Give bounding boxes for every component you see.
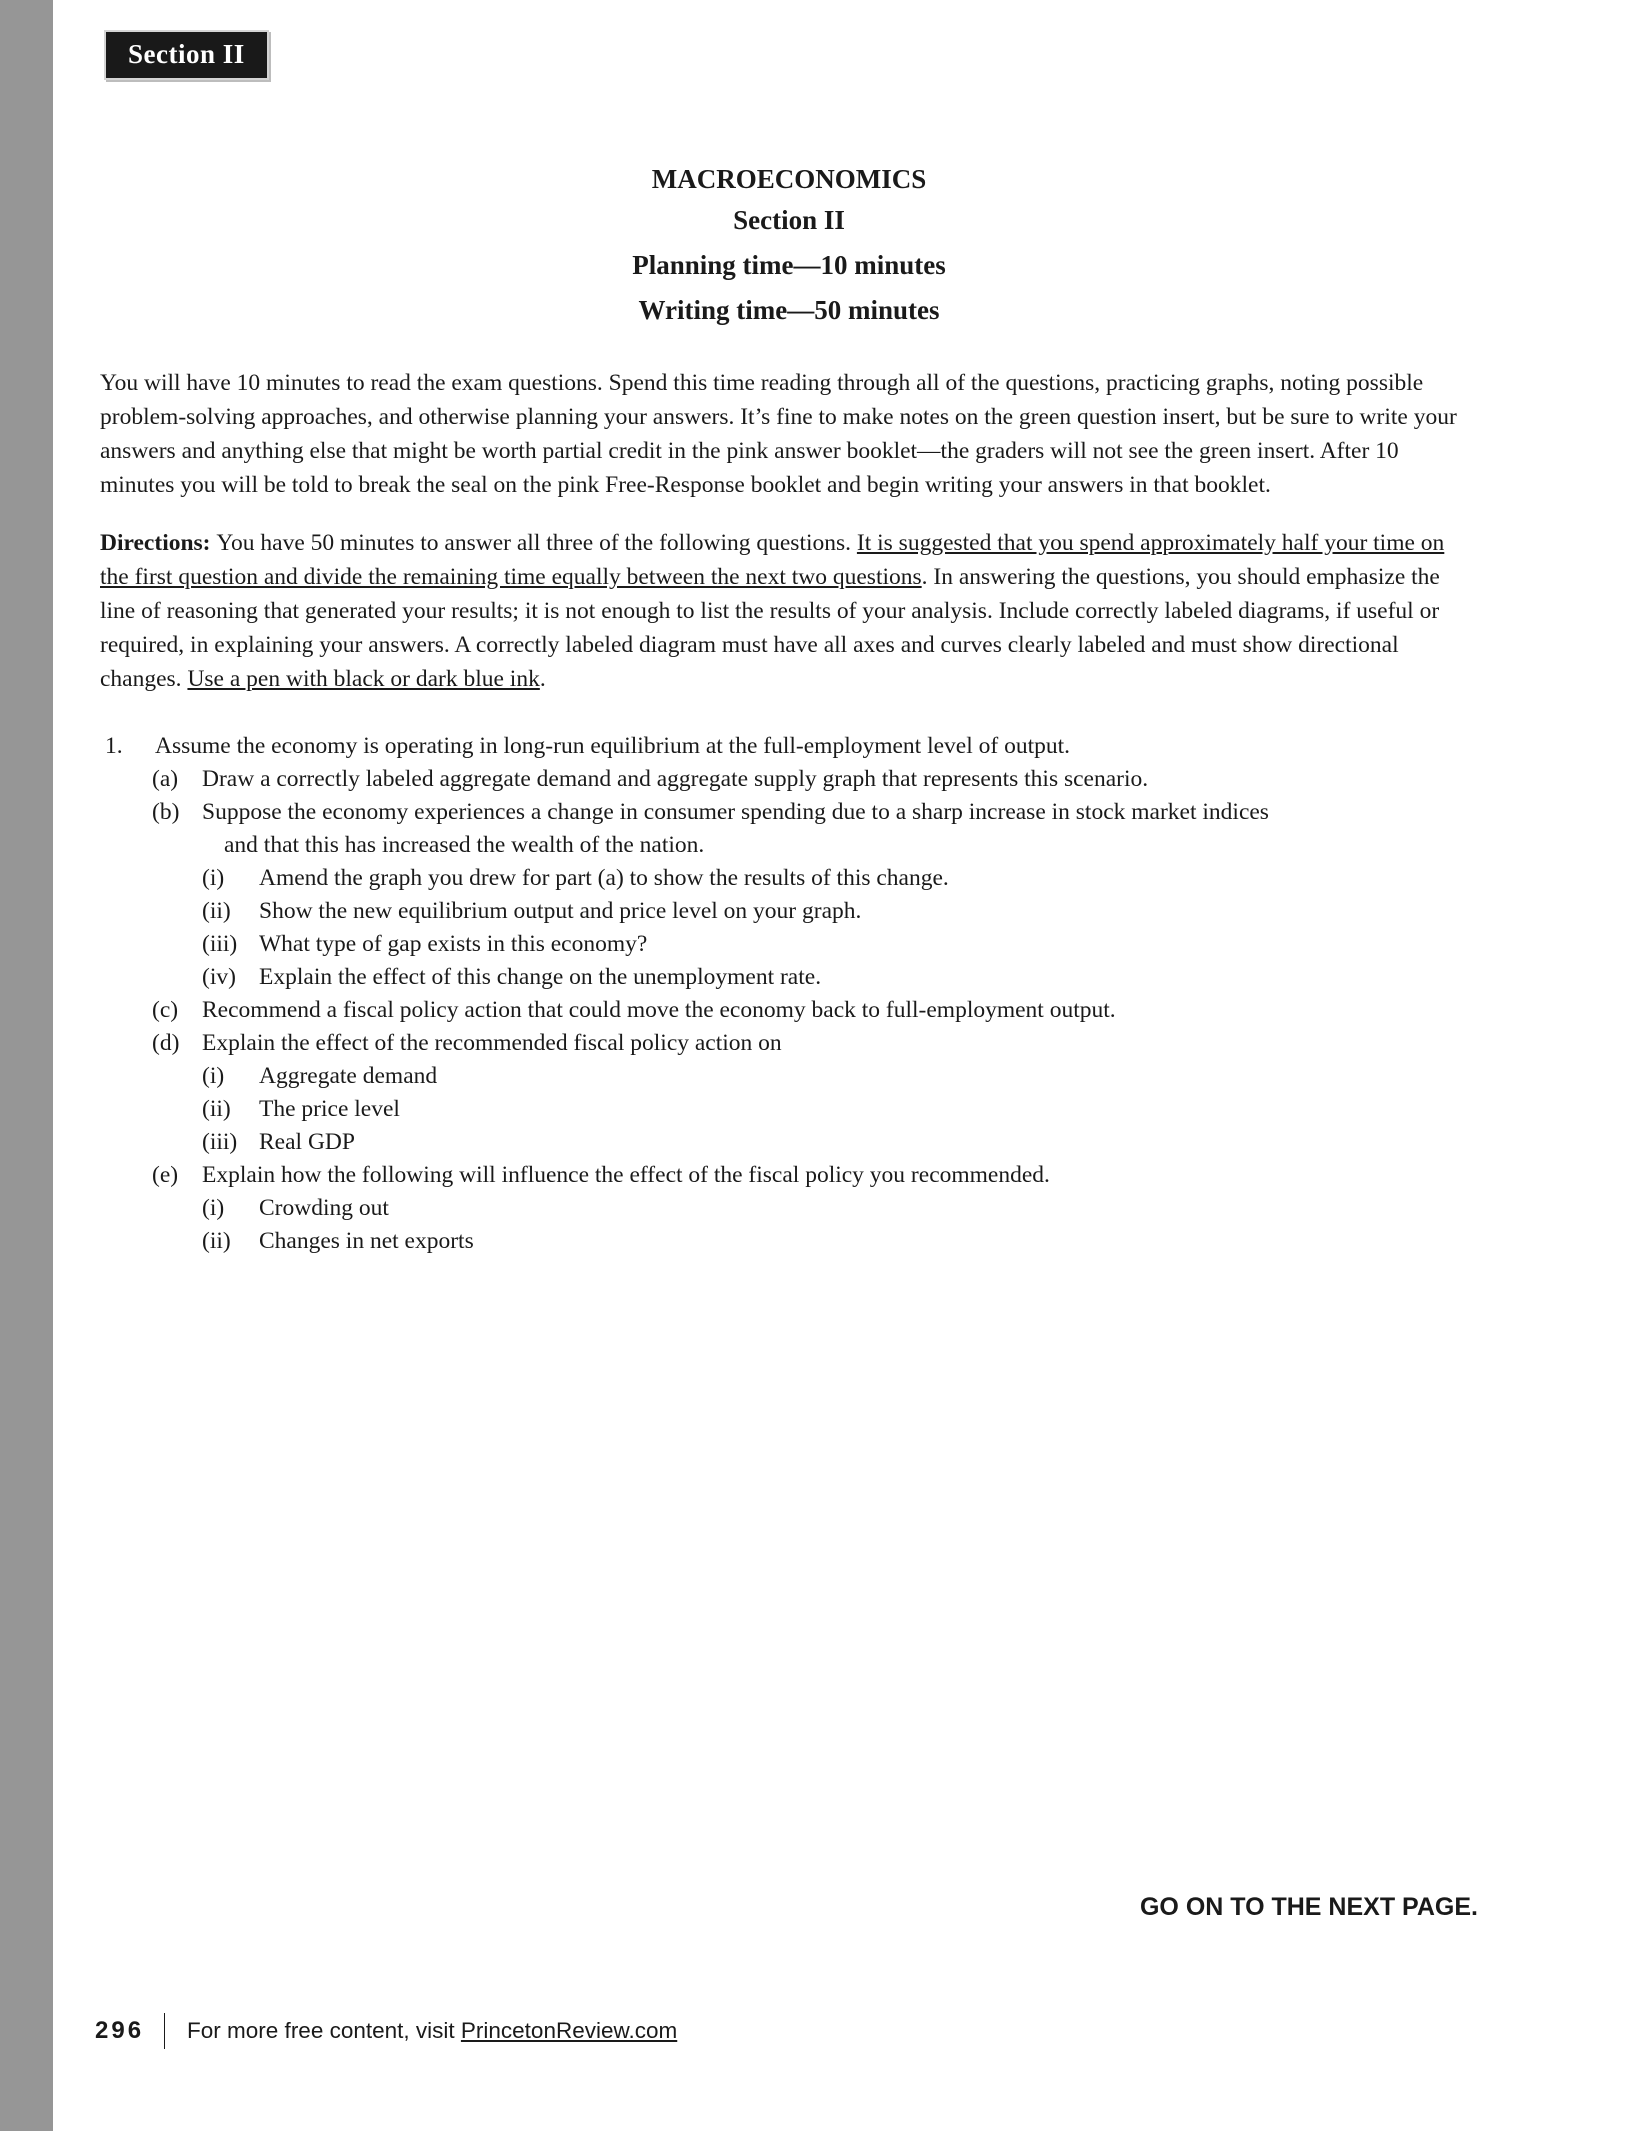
question-number: 1.	[105, 732, 123, 759]
part-c: (c) Recommend a fiscal policy action that could move the economy back to full-employment output.	[152, 996, 1116, 1023]
footer-note: For more free content, visit PrincetonReview.com	[187, 2018, 678, 2043]
part-d-i: (i) Aggregate demand	[202, 1062, 438, 1089]
part-e-ii: (ii) Changes in net exports	[202, 1227, 474, 1254]
princeton-review-link[interactable]: PrincetonReview.com	[460, 2018, 678, 2043]
part-b-iv: (iv) Explain the effect of this change on the unemployment rate.	[202, 963, 822, 990]
section-tab-label: Section II	[128, 39, 245, 69]
go-on-instruction: GO ON TO THE NEXT PAGE.	[1139, 1893, 1478, 1921]
part-b-ii: (ii) Show the new equilibrium output and price level on your graph.	[202, 897, 862, 924]
part-d-iii: (iii) Real GDP	[202, 1128, 355, 1155]
part-b-i: (i) Amend the graph you drew for part (a) to show the results of this change.	[202, 864, 949, 891]
part-d: (d) Explain the effect of the recommended fiscal policy action on	[152, 1029, 782, 1056]
intro-paragraph: You will have 10 minutes to read the exam questions. Spend this time reading through all of the questions, practicing graphs, noting possible problem-solving approaches, and otherwise planning your answers. It’s fine to make notes on the green question insert, but be sure to write your answers and anything else that might be worth partial credit in the pink answer booklet—the graders will not see the green insert. After 10 minutes you will be told to break the seal on the pink Free-Response booklet and begin writing your answers in that booklet.	[100, 370, 1457, 498]
part-b: (b) Suppose the economy experiences a change in consumer spending due to a sharp increase in stock market indices	[152, 798, 1269, 825]
part-e-i: (i) Crowding out	[202, 1194, 389, 1221]
exam-section: Section II	[733, 205, 845, 235]
part-a: (a) Draw a correctly labeled aggregate demand and aggregate supply graph that represents this scenario.	[152, 765, 1149, 792]
page-number: 296	[95, 2017, 145, 2044]
part-d-ii: (ii) The price level	[202, 1095, 400, 1122]
exam-header	[100, 163, 1478, 326]
footer-divider	[164, 2013, 165, 2049]
part-b-iii: (iii) What type of gap exists in this economy?	[202, 930, 648, 957]
page-edge-bar	[0, 0, 53, 2131]
part-b-continuation: and that this has increased the wealth of the nation.	[224, 831, 705, 858]
question-stem: 1. Assume the economy is operating in long-run equilibrium at the full-employment level of output.	[100, 730, 1478, 763]
planning-time: Planning time—10 minutes	[632, 250, 946, 280]
page-footer	[95, 2013, 677, 2049]
page-content	[100, 0, 1478, 1258]
exam-title: MACROECONOMICS	[651, 164, 927, 194]
question-1	[100, 730, 1478, 1258]
writing-time: Writing time—50 minutes	[638, 295, 940, 325]
part-e: (e) Explain how the following will influence the effect of the fiscal policy you recommended.	[152, 1161, 1050, 1188]
directions-paragraph: Directions: You have 50 minutes to answer all three of the following questions. It is suggested that you spend approximately half your time on the first question and divide the remaining time equally between the next two questions. In answering the questions, you should emphasize the line of reasoning that generated your results; it is not enough to list the results of your analysis. Include correctly labeled diagrams, if useful or required, in explaining your answers. A correctly labeled diagram must have all axes and curves clearly labeled and must show directional changes. Use a pen with black or dark blue ink.	[100, 529, 1445, 692]
